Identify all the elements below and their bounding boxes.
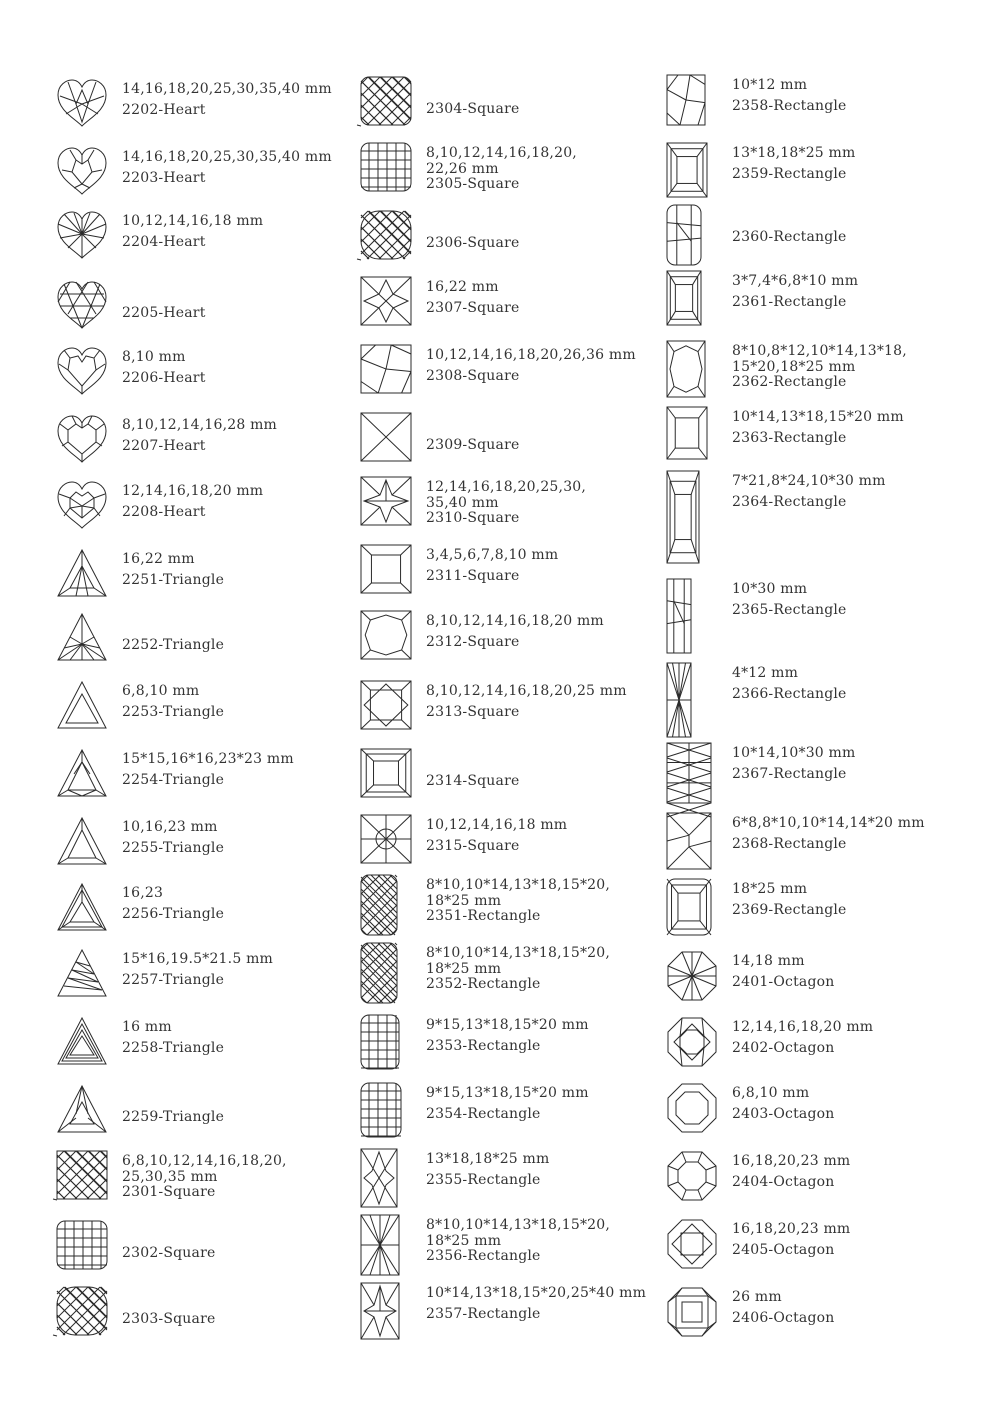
item-text [426,438,666,454]
square-table-icon [360,544,412,594]
item-sizes: 18*25 mm [732,881,808,897]
item-code: 2256-Triangle [122,905,225,922]
heart-faceted-icon [56,146,108,196]
item-text [426,878,666,925]
octagon-step-icon [666,1082,718,1132]
item-code: 2258-Triangle [122,1039,225,1056]
item-text [122,1020,362,1056]
octagon-faceted-icon [666,1150,718,1200]
square-round-crosshatch-icon [56,1286,108,1336]
item-code: 2354-Rectangle [426,1105,541,1122]
item-code: 2305-Square [426,176,520,192]
item-code: 2353-Rectangle [426,1037,541,1054]
item-sizes: 10,12,14,16,18 mm [426,817,568,833]
item-code: 2359-Rectangle [732,165,847,182]
item-code: 2302-Square [122,1245,216,1261]
item-text [122,350,362,386]
item-code: 2368-Rectangle [732,835,847,852]
rectangle-star-icon [360,1148,398,1208]
item-sizes: 10,12,14,16,18,20,26,36 mm [426,347,636,363]
item-text [426,614,666,650]
triangle-double-icon [56,882,108,932]
item-sizes: 8,10,12,14,16,18,20 mm [426,613,604,629]
item-sizes: 10,16,23 mm [122,819,218,835]
item-text [426,1086,666,1122]
item-text [122,82,362,118]
item-sizes: 10*12 mm [732,77,808,93]
item-sizes: 10*14,13*18,15*20,25*40 mm [426,1285,647,1301]
item-code: 2205-Heart [122,305,206,321]
item-code: 2352-Rectangle [426,976,541,992]
item-text [122,418,362,454]
item-code: 2401-Octagon [732,973,835,990]
item-code: 2251-Triangle [122,571,225,588]
item-code: 2369-Rectangle [732,901,847,918]
item-text [426,684,666,720]
item-text [732,882,972,918]
item-sizes: 10,12,14,16,18 mm [122,213,264,229]
item-sizes: 13*18,18*25 mm [426,1151,550,1167]
square-step-icon [360,748,412,798]
item-code: 2405-Octagon [732,1241,835,1258]
item-sizes: 16,22 mm [426,279,499,295]
item-sizes: 15*16,19.5*21.5 mm [122,951,274,967]
heart-petal-icon [56,78,108,128]
item-text [426,1286,666,1322]
item-text [122,684,362,720]
rectangle-long-brilliant-icon [666,662,692,738]
item-sizes: 8*10,10*14,13*18,15*20, 18*25 mm [426,877,611,909]
item-text [426,236,666,252]
rectangle-grid-wide-icon [360,1082,402,1138]
item-sizes: 8,10 mm [122,349,186,365]
item-sizes: 16,18,20,23 mm [732,1221,851,1237]
item-text [122,752,362,788]
item-sizes: 13*18,18*25 mm [732,145,856,161]
triangle-step-icon [56,816,108,866]
item-text [426,480,666,527]
item-code: 2203-Heart [122,169,206,186]
item-text [732,274,972,310]
square-cushion-crosshatch-icon [360,76,412,126]
item-sizes: 16,18,20,23 mm [732,1153,851,1169]
item-text [732,78,972,114]
item-code: 2208-Heart [122,503,206,520]
item-text [732,746,972,782]
item-text [732,146,972,182]
item-text [426,1218,666,1265]
item-code: 2307-Square [426,299,520,316]
item-sizes: 12,14,16,18,20 mm [732,1019,874,1035]
item-code: 2360-Rectangle [732,229,847,245]
item-code: 2252-Triangle [122,637,225,653]
rectangle-long-step-icon [666,470,700,564]
octagon-brilliant-icon [666,1016,718,1066]
item-sizes: 6,8,10 mm [122,683,200,699]
item-text [426,146,666,193]
item-text [122,820,362,856]
item-sizes: 15*15,16*16,23*23 mm [122,751,294,767]
item-code: 2257-Triangle [122,971,225,988]
item-code: 2357-Rectangle [426,1305,541,1322]
item-text [122,214,362,250]
rectangle-diamond-grid-icon [666,742,712,804]
heart-round-brilliant-icon [56,480,108,530]
item-text [122,1154,362,1201]
item-code: 2304-Square [426,101,520,117]
item-text [426,280,666,316]
item-sizes: 7*21,8*24,10*30 mm [732,473,886,489]
heart-radial-icon [56,210,108,260]
item-text [122,952,362,988]
item-code: 2301-Square [122,1184,216,1200]
item-text [732,344,972,391]
square-star-icon [360,276,412,326]
heart-triangle-grid-icon [56,280,108,330]
item-sizes: 8,10,12,14,16,18,20,25 mm [426,683,627,699]
item-text [732,474,972,510]
triangle-inner-icon [56,680,108,730]
item-sizes: 8,10,12,14,16,28 mm [122,417,278,433]
square-cross-icon [360,412,412,462]
item-code: 2365-Rectangle [732,601,847,618]
item-sizes: 3,4,5,6,7,8,10 mm [426,547,559,563]
square-cushion-grid-icon [360,142,412,192]
square-round-lattice-icon [360,210,412,260]
item-code: 2255-Triangle [122,839,225,856]
item-sizes: 14,16,18,20,25,30,35,40 mm [122,149,332,165]
rectangle-radiant-icon [666,340,706,398]
rectangle-cross-fractal-icon [666,812,712,870]
item-text [122,552,362,588]
item-text [732,1290,972,1326]
triangle-faceted-icon [56,548,108,598]
item-code: 2303-Square [122,1311,216,1327]
heart-brilliant-icon [56,414,108,464]
octagon-radial-icon [666,950,718,1000]
triangle-radial-icon [56,612,108,662]
item-text [732,1020,972,1056]
rectangle-emerald-icon [666,142,708,198]
square-princess-icon [360,610,412,660]
item-text [122,306,362,322]
item-text [732,1086,972,1122]
item-sizes: 10*14,10*30 mm [732,745,856,761]
item-code: 2202-Heart [122,101,206,118]
item-code: 2206-Heart [122,369,206,386]
item-code: 2313-Square [426,703,520,720]
square-round-table-icon [360,814,412,864]
item-sizes: 8,10,12,14,16,18,20, 22,26 mm [426,145,577,177]
item-code: 2259-Triangle [122,1109,225,1125]
item-code: 2315-Square [426,837,520,854]
item-text [426,548,666,584]
item-sizes: 8*10,10*14,13*18,15*20, 18*25 mm [426,945,611,977]
item-sizes: 10*14,13*18,15*20 mm [732,409,904,425]
item-code: 2367-Rectangle [732,765,847,782]
item-sizes: 6,8,10 mm [732,1085,810,1101]
heart-table-cut-icon [56,346,108,396]
item-sizes: 12,14,16,18,20 mm [122,483,264,499]
rectangle-fractal-icon [666,74,706,126]
item-sizes: 6*8,8*10,10*14,14*20 mm [732,815,925,831]
triangle-star-icon [56,1084,108,1134]
triangle-nested-icon [56,1016,108,1066]
item-sizes: 16,23 [122,885,164,901]
item-text [732,816,972,852]
item-text [426,1152,666,1188]
item-code: 2308-Square [426,367,520,384]
square-grid-icon [56,1220,108,1270]
item-code: 2306-Square [426,235,520,251]
item-code: 2311-Square [426,567,520,584]
item-code: 2207-Heart [122,437,206,454]
item-text [732,582,972,618]
item-code: 2309-Square [426,437,520,453]
rectangle-cushion-step-icon [666,878,712,936]
item-text [426,946,666,993]
item-code: 2355-Rectangle [426,1171,541,1188]
item-code: 2356-Rectangle [426,1248,541,1264]
square-flower-icon [360,476,412,526]
item-text [426,348,666,384]
octagon-emerald-icon [666,1286,718,1336]
item-text [426,774,666,790]
item-sizes: 10*30 mm [732,581,808,597]
item-text [122,1110,362,1126]
item-text [732,410,972,446]
item-text [122,886,362,922]
rectangle-step-icon [666,406,708,460]
item-sizes: 4*12 mm [732,665,799,681]
item-sizes: 26 mm [732,1289,782,1305]
item-code: 2361-Rectangle [732,293,847,310]
item-text [426,1018,666,1054]
item-text [426,102,666,118]
item-text [732,1222,972,1258]
item-code: 2404-Octagon [732,1173,835,1190]
item-sizes: 14,18 mm [732,953,805,969]
rectangle-long-fractal-icon [666,578,692,654]
item-code: 2204-Heart [122,233,206,250]
item-text [732,230,972,246]
item-sizes: 6,8,10,12,14,16,18,20, 25,30,35 mm [122,1153,287,1185]
item-code: 2403-Octagon [732,1105,835,1122]
item-text [732,1154,972,1190]
item-sizes: 3*7,4*6,8*10 mm [732,273,859,289]
item-code: 2364-Rectangle [732,493,847,510]
item-code: 2363-Rectangle [732,429,847,446]
item-sizes: 16 mm [122,1019,172,1035]
rectangle-lattice-icon [360,942,398,1004]
square-crosshatch-icon [56,1150,108,1200]
square-fractal-icon [360,344,412,394]
item-text [732,666,972,702]
item-sizes: 9*15,13*18,15*20 mm [426,1017,589,1033]
item-sizes: 8*10,8*12,10*14,13*18, 15*20,18*25 mm [732,343,907,375]
item-sizes: 9*15,13*18,15*20 mm [426,1085,589,1101]
rectangle-crosshatch-icon [360,874,398,936]
item-code: 2362-Rectangle [732,374,847,390]
item-code: 2253-Triangle [122,703,225,720]
rectangle-radial-icon [360,1214,400,1276]
item-code: 2312-Square [426,633,520,650]
triangle-brilliant-icon [56,748,108,798]
item-code: 2310-Square [426,510,520,526]
item-text [122,150,362,186]
item-text [122,484,362,520]
item-code: 2314-Square [426,773,520,789]
item-text [732,954,972,990]
item-code: 2358-Rectangle [732,97,847,114]
item-sizes: 16,22 mm [122,551,195,567]
item-code: 2254-Triangle [122,771,225,788]
item-text [122,638,362,654]
item-sizes: 8*10,10*14,13*18,15*20, 18*25 mm [426,1217,611,1249]
item-text [122,1312,362,1328]
rectangle-baguette-icon [666,270,702,326]
rectangle-cushion-icon [666,204,702,266]
item-code: 2351-Rectangle [426,908,541,924]
rectangle-grid-icon [360,1014,400,1070]
square-princess-table-icon [360,680,412,730]
triangle-stripe-icon [56,948,108,998]
item-code: 2366-Rectangle [732,685,847,702]
item-code: 2402-Octagon [732,1039,835,1056]
item-sizes: 14,16,18,20,25,30,35,40 mm [122,81,332,97]
item-text [426,818,666,854]
octagon-table-icon [666,1218,718,1268]
item-sizes: 12,14,16,18,20,25,30, 35,40 mm [426,479,587,511]
item-code: 2406-Octagon [732,1309,835,1326]
rectangle-flower-icon [360,1282,400,1340]
item-text [122,1246,362,1262]
